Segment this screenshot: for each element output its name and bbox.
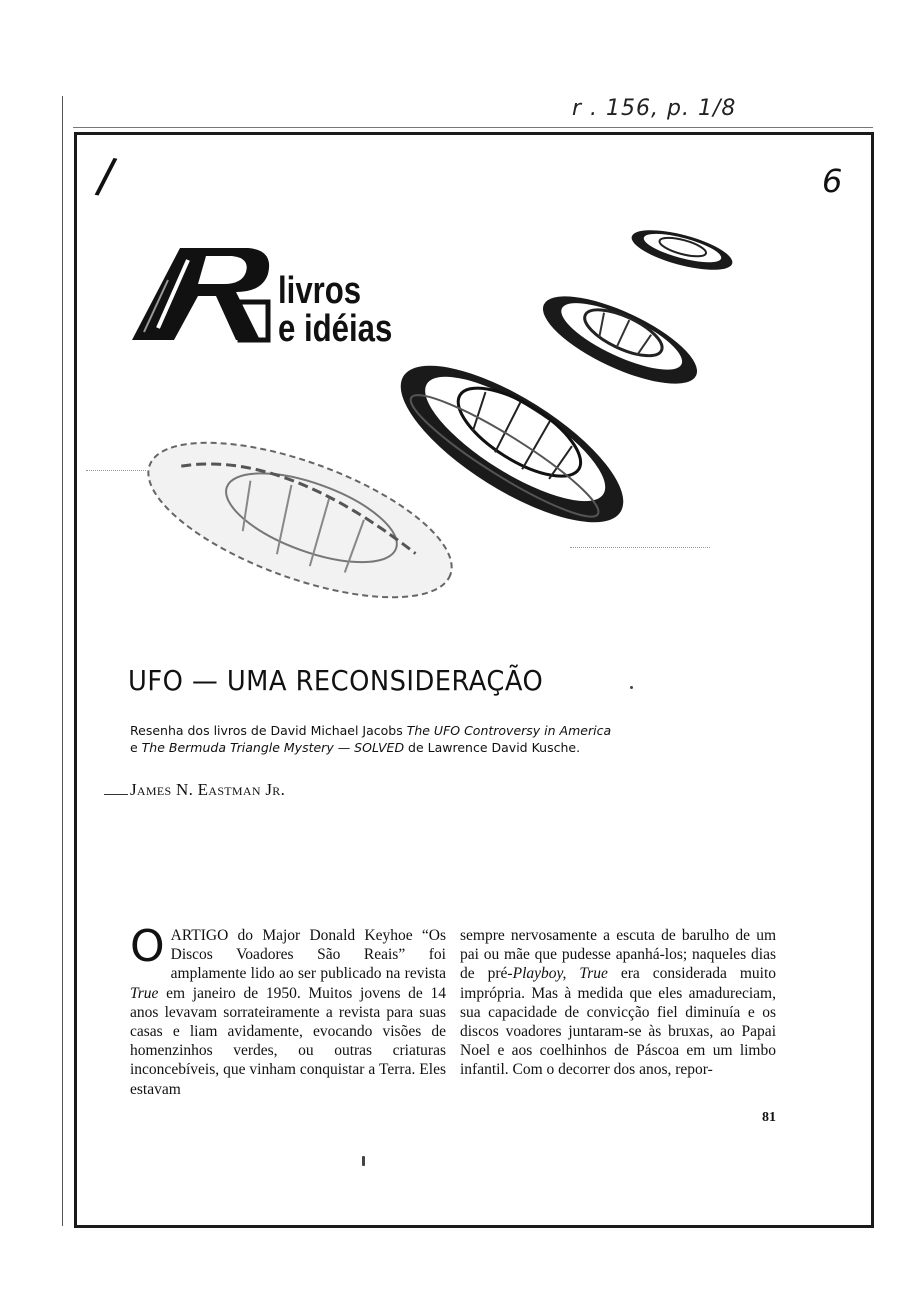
paragraph-text: era considerada muito imprópria. Mas à medida que eles amadureciam, sua capacidade de convicção fiel diminuía e os discos voadores juntaram-se às bruxas, ao Papai Noel e aos coelhinhos de Páscoa em um limbo infantil. Com o decorrer dos anos, repor- <box>460 965 777 1079</box>
handwritten-page-number: 6 <box>822 162 843 200</box>
paragraph-text: em janeiro de 1950. Muitos jovens de 14 anos levavam sorrateiramente a revista para suas casas e liam avidamente, evocando visões de homenzinhos verdes, ou outras criaturas inconcebíveis, que vinham conquistar a Terra. Eles estavam <box>130 984 446 1098</box>
text-column-1 <box>130 921 446 1099</box>
scan-noise <box>86 470 146 471</box>
article-subtitle <box>130 722 650 756</box>
paragraph <box>130 921 446 1099</box>
scan-speck <box>630 686 633 689</box>
paragraph <box>460 926 776 1080</box>
text-column-2 <box>460 926 776 1080</box>
page-number: 81 <box>762 1110 776 1125</box>
scan-speck <box>362 1156 365 1166</box>
section-title-line-1: livros <box>278 270 362 312</box>
drop-cap: O <box>130 921 165 972</box>
subtitle-book-title-2: The Bermuda Triangle Mystery — SOLVED <box>141 740 405 755</box>
paragraph-text: sempre nervosamente a escuta de barulho de um pai ou mãe que pudesse apanhá-los; naqueles dias de pré- <box>460 927 776 983</box>
scan-frame-line <box>62 96 63 1226</box>
handwritten-reference: r . 156, p. 1/8 <box>572 96 737 121</box>
flying-saucers-icon <box>100 220 760 620</box>
article-author: James N. Eastman Jr. <box>130 780 286 799</box>
magazine-names: Playboy, True <box>512 965 608 983</box>
subtitle-book-title-1: The UFO Controversy in America <box>406 723 612 738</box>
article-title: UFO — UMA RECONSIDERAÇÃO <box>128 664 544 697</box>
subtitle-text: e <box>130 740 142 755</box>
paragraph-text: ARTIGO do Major Donald Keyhoe “Os Discos Voadores São Reais” foi amplamente lido ao ser publicado na revista <box>170 927 446 983</box>
magazine-name: True <box>130 984 159 1002</box>
handwritten-mark: / <box>93 147 119 205</box>
section-title-line-2: e idéias <box>278 308 393 350</box>
subtitle-text: Resenha dos livros de David Michael Jacobs <box>130 723 407 738</box>
scan-noise <box>570 547 710 548</box>
subtitle-text: de Lawrence David Kusche. <box>404 740 581 755</box>
author-dash <box>104 794 128 795</box>
